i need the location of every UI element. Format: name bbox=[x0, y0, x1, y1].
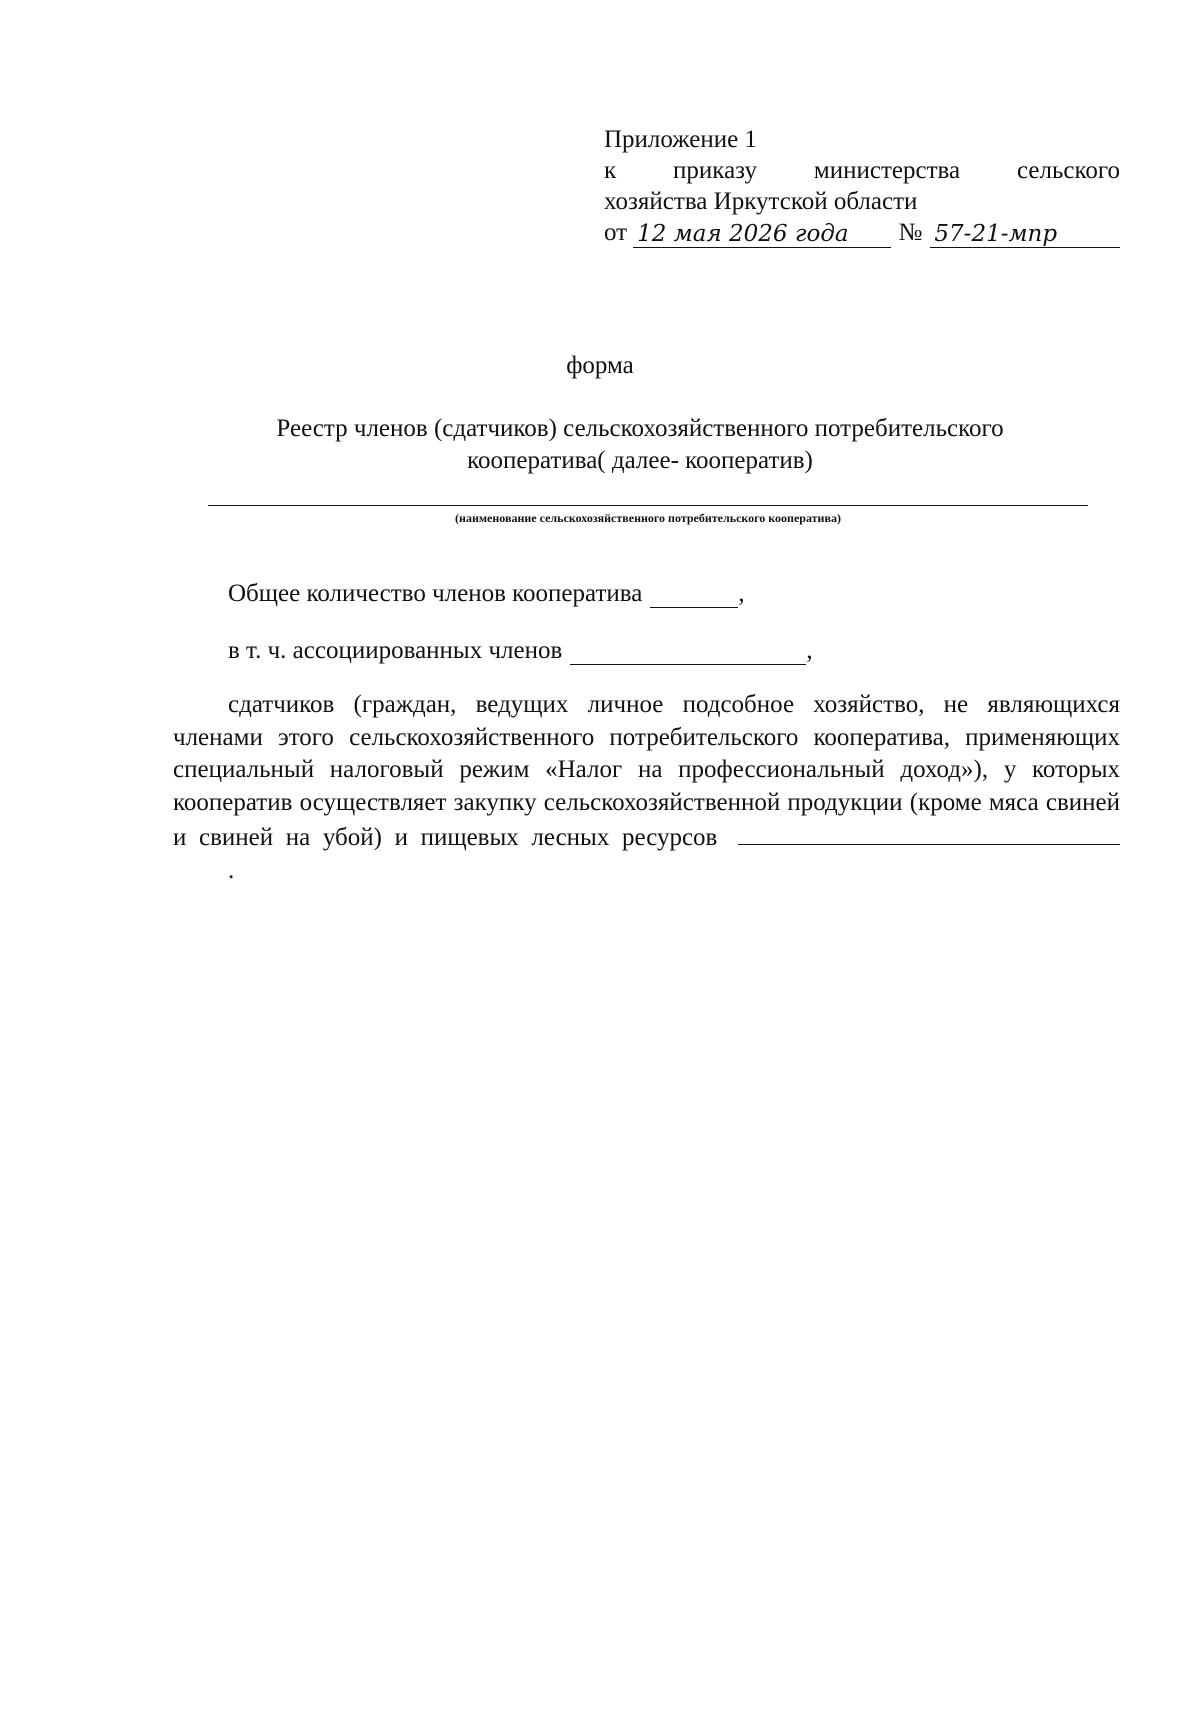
ministry-name: хозяйства Иркутской области bbox=[604, 188, 918, 215]
appendix-header bbox=[604, 124, 1120, 248]
appendix-number: Приложение 1 bbox=[604, 126, 757, 153]
comma: , bbox=[806, 637, 813, 664]
order-date-number-line bbox=[604, 217, 1120, 248]
date-prefix: от bbox=[604, 219, 628, 246]
suppliers-blank bbox=[738, 819, 1120, 845]
end-mark: . bbox=[228, 856, 235, 884]
title-line-1: Реестр членов (сдатчиков) сельскохозяйственного потребительского bbox=[276, 415, 1004, 442]
title-line-2: кооператива( далее- кооператив) bbox=[467, 447, 813, 474]
document-title bbox=[160, 413, 1120, 477]
associated-members-blank bbox=[570, 639, 806, 665]
total-members-blank bbox=[650, 582, 738, 608]
order-word-4: сельского bbox=[1016, 157, 1120, 184]
total-members-row bbox=[228, 580, 745, 608]
order-reference-line bbox=[604, 155, 1120, 186]
cooperative-name-line bbox=[208, 505, 1088, 506]
order-word-2: приказу bbox=[673, 157, 758, 184]
handwritten-order-number: 57-21-мпр bbox=[930, 220, 1120, 248]
cooperative-name-caption: (наименование сельскохозяйственного потребительского кооператива) bbox=[455, 511, 841, 525]
order-word-1: к bbox=[604, 157, 617, 184]
form-label: форма bbox=[566, 352, 634, 379]
associated-members-label: в т. ч. ассоциированных членов bbox=[228, 637, 563, 664]
total-members-label: Общее количество членов кооператива bbox=[228, 580, 643, 607]
suppliers-paragraph bbox=[173, 689, 1120, 887]
order-word-3: министерства bbox=[813, 157, 961, 184]
handwritten-date: 12 мая 2026 года bbox=[633, 220, 890, 248]
comma: , bbox=[738, 580, 745, 607]
number-sign: № bbox=[898, 219, 923, 246]
associated-members-row bbox=[228, 637, 813, 665]
suppliers-text: сдатчиков (граждан, ведущих личное подсобное хозяйство, не являющихся членами этого сельскохозяйственного потребительского кооператива, применяющих специальный налоговый режим «Налог на профессиональный доход»), у которых кооператив осуществляет закупку сельскохозяйственной продукции (кроме мяса свиней и свиней на убой) и пищевых лесных ресурсов bbox=[173, 691, 1120, 851]
